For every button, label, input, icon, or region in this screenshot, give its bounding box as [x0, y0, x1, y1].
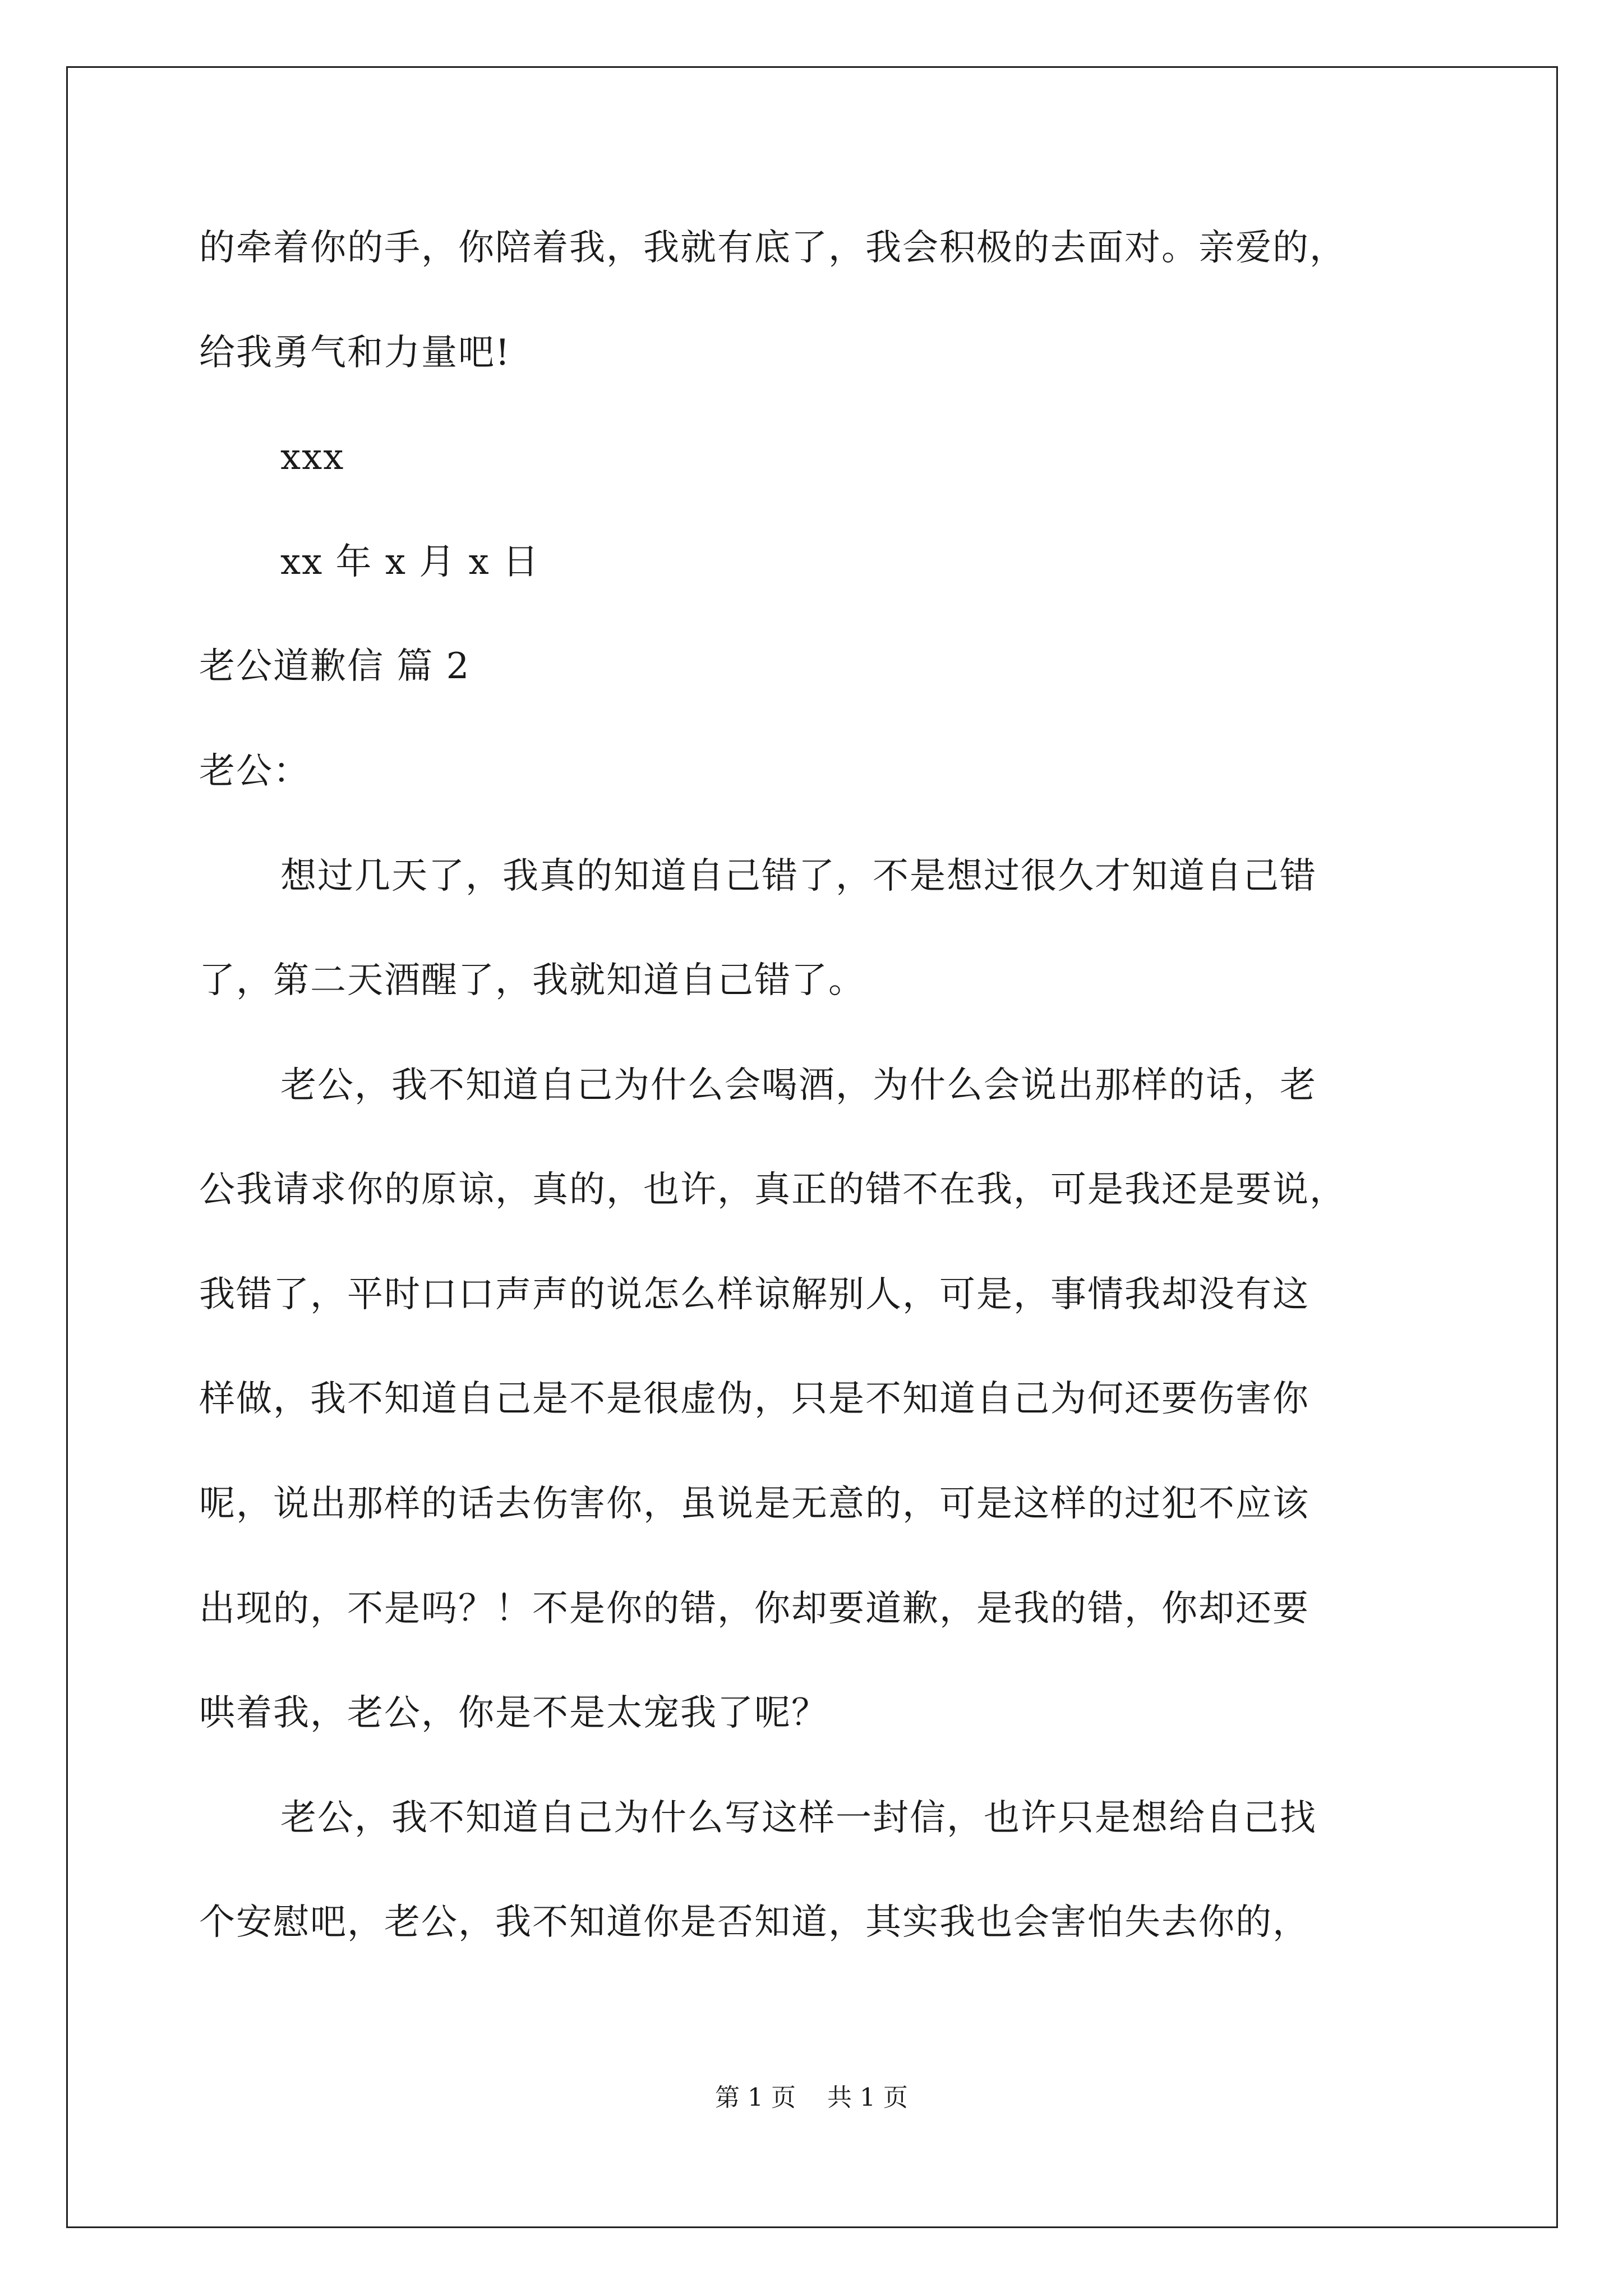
paragraph-line: 了，第二天酒醒了，我就知道自己错了。: [199, 960, 865, 1001]
paragraph-line: 公我请求你的原谅，真的，也许，真正的错不在我，可是我还是要说，: [199, 1169, 1347, 1211]
section-title: 老公道歉信 篇 2: [199, 646, 471, 687]
paragraph-line: 老公，我不知道自己为什么写这样一封信，也许只是想给自己找: [280, 1797, 1317, 1839]
paragraph-line: 样做，我不知道自己是不是很虚伪，只是不知道自己为何还要伤害你: [199, 1378, 1310, 1420]
paragraph-line: 想过几天了，我真的知道自己错了，不是想过很久才知道自己错: [280, 855, 1317, 897]
paragraph-line: 老公，我不知道自己为什么会喝酒，为什么会说出那样的话，老: [280, 1065, 1317, 1106]
paragraph-line: 呢，说出那样的话去伤害你，虽说是无意的，可是这样的过犯不应该: [199, 1483, 1310, 1525]
signature: xxx: [280, 436, 345, 478]
page-number: 第 1 页 共 1 页: [715, 2083, 908, 2112]
salutation: 老公：: [199, 751, 310, 792]
paragraph-line: 出现的，不是吗？！不是你的错，你却要道歉，是我的错，你却还要: [199, 1588, 1310, 1630]
body-text-line: 的牵着你的手，你陪着我，我就有底了，我会积极的去面对。亲爱的，: [199, 227, 1347, 269]
paragraph-line: 哄着我，老公，你是不是太宠我了呢？: [199, 1692, 828, 1734]
paragraph-line: 个安慰吧，老公，我不知道你是否知道，其实我也会害怕失去你的，: [199, 1902, 1310, 1943]
body-text-line: 给我勇气和力量吧!: [199, 332, 511, 374]
date: xx 年 x 月 x 日: [280, 541, 540, 583]
paragraph-line: 我错了，平时口口声声的说怎么样谅解别人，可是，事情我却没有这: [199, 1274, 1310, 1315]
